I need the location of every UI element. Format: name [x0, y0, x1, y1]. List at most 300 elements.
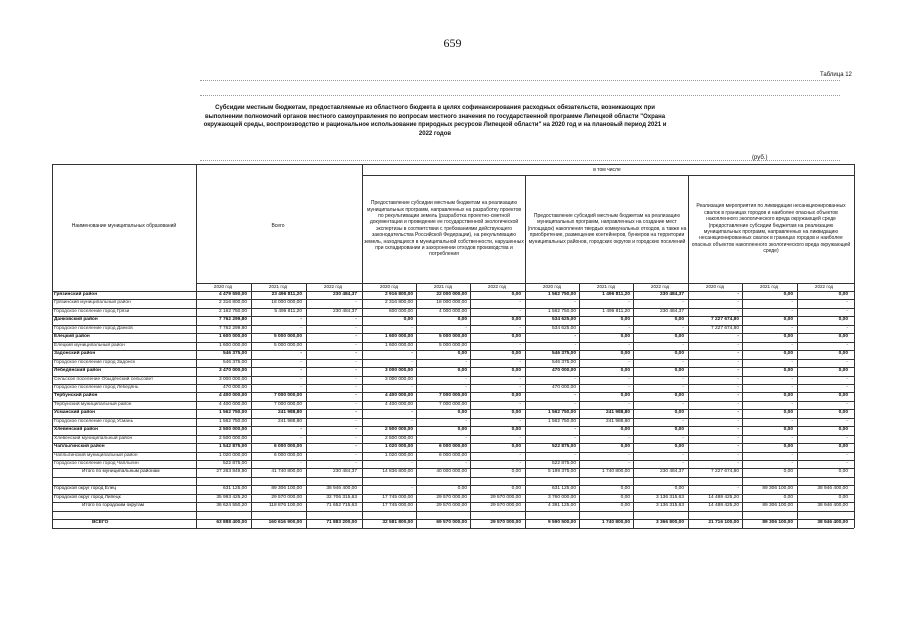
grid-line	[52, 164, 854, 165]
cell-value: 89 306 100,00	[271, 486, 302, 492]
cell-value: 2 500 000,00	[218, 435, 247, 441]
cell-value: -	[628, 435, 630, 441]
cell-value: 89 306 100,00	[762, 520, 793, 526]
dotted-guide	[200, 80, 840, 81]
cell-value: 0,00	[620, 503, 630, 509]
cell-value: -	[574, 401, 576, 407]
cell-value: -	[846, 325, 848, 331]
cell-value: -	[791, 376, 793, 382]
cell-value: 14 488 425,20	[708, 494, 739, 500]
header-in-that-number: в том числе	[593, 166, 621, 173]
cell-value: -	[846, 308, 848, 314]
cell-value: -	[355, 351, 357, 357]
cell-value: 6 000 000,00	[273, 444, 302, 450]
cell-value: 0,00	[511, 427, 521, 433]
cell-value: 29 570 000,00	[436, 503, 467, 509]
table-label: Таблица 12	[820, 72, 852, 78]
row-name: Итого по муниципальным районам	[82, 469, 160, 475]
cell-value: -	[519, 435, 521, 441]
cell-value: 2 500 000,00	[218, 427, 247, 433]
cell-value: 1 020 000,00	[384, 444, 413, 450]
cell-value: -	[682, 342, 684, 348]
cell-value: -	[300, 359, 302, 365]
cell-value: -	[465, 376, 467, 382]
cell-value: 0,00	[783, 469, 793, 475]
cell-value: -	[355, 452, 357, 458]
cell-value: 7 000 000,00	[273, 401, 302, 407]
cell-value: -	[300, 384, 302, 390]
cell-value: 69 570 000,00	[436, 520, 467, 526]
cell-value: 1 740 800,00	[601, 520, 630, 526]
cell-value: -	[791, 384, 793, 390]
cell-value: 0,00	[674, 427, 684, 433]
cell-value: -	[846, 401, 848, 407]
cell-value: 0,00	[674, 393, 684, 399]
cell-value: 470 000,00	[222, 384, 247, 390]
cell-value: 1 600 000,00	[218, 334, 247, 340]
cell-value: 0,00	[620, 368, 630, 374]
cell-value: 3 760 000,00	[547, 494, 576, 500]
cell-value: -	[411, 410, 413, 416]
cell-value: 631 125,00	[222, 486, 247, 492]
cell-value: 38 946 400,00	[817, 486, 848, 492]
cell-value: -	[737, 376, 739, 382]
cell-value: 7 227 674,80	[710, 325, 739, 331]
cell-value: 71 883 200,00	[326, 520, 357, 526]
cell-value: -	[411, 359, 413, 365]
cell-value: 1 496 811,20	[602, 308, 630, 314]
table-row	[52, 316, 854, 324]
cell-value: 0,00	[783, 317, 793, 323]
cell-value: -	[574, 435, 576, 441]
cell-value: 38 946 400,00	[817, 503, 848, 509]
year-header-cell: 2021 год	[596, 284, 616, 289]
cell-value: 27 263 849,80	[216, 469, 247, 475]
cell-value: -	[355, 317, 357, 323]
cell-value: 5 000 000,00	[273, 342, 302, 348]
row-name: Лебедянский район	[54, 368, 102, 374]
cell-value: 0,00	[674, 368, 684, 374]
row-name: Городское поселение город Задонск	[54, 359, 136, 365]
table-row	[52, 308, 854, 316]
cell-value: -	[846, 418, 848, 424]
cell-value: -	[791, 325, 793, 331]
cell-value: 522 875,00	[551, 444, 576, 450]
cell-value: -	[628, 384, 630, 390]
cell-value: 18 000 000,00	[436, 300, 467, 306]
cell-value: 230 484,37	[659, 469, 684, 475]
cell-value: 0,00	[783, 444, 793, 450]
table-row	[52, 376, 854, 384]
cell-value: -	[300, 376, 302, 382]
cell-value: -	[737, 401, 739, 407]
year-header-cell: 2022 год	[323, 284, 343, 289]
row-name: Городское поселение город Грязи	[54, 308, 130, 314]
cell-value: -	[628, 342, 630, 348]
cell-value: 89 306 100,00	[762, 486, 793, 492]
cell-value: -	[519, 418, 521, 424]
cell-value: -	[846, 359, 848, 365]
cell-value: 1 600 000,00	[218, 342, 247, 348]
cell-value: -	[519, 384, 521, 390]
cell-value: 7 000 000,00	[438, 401, 467, 407]
cell-value: 1 562 750,00	[218, 418, 247, 424]
cell-value: -	[846, 384, 848, 390]
cell-value: 0,00	[620, 427, 630, 433]
cell-value: -	[574, 300, 576, 306]
cell-value: 3 000 000,00	[384, 376, 413, 382]
cell-value: 0,00	[838, 292, 848, 297]
cell-value: -	[574, 334, 576, 340]
cell-value: 241 988,80	[277, 410, 302, 416]
cell-value: -	[682, 384, 684, 390]
cell-value: 522 875,00	[551, 461, 576, 466]
cell-value: -	[846, 435, 848, 441]
cell-value: 4 000 000,00	[438, 308, 467, 314]
cell-value: 230 484,37	[659, 292, 684, 297]
cell-value: 0,00	[674, 334, 684, 340]
grid-line	[854, 164, 855, 528]
table-row	[52, 519, 854, 527]
table-row	[52, 485, 854, 493]
cell-value: -	[737, 444, 739, 450]
cell-value: 2 500 000,00	[384, 427, 413, 433]
cell-value: -	[574, 376, 576, 382]
cell-value: 0,00	[783, 427, 793, 433]
cell-value: -	[737, 418, 739, 424]
cell-value: -	[355, 325, 357, 331]
cell-value: 0,00	[620, 444, 630, 450]
cell-value: -	[355, 461, 357, 466]
cell-value: -	[682, 376, 684, 382]
cell-value: -	[737, 292, 739, 297]
table-row	[52, 401, 854, 409]
cell-value: 600 000,00	[388, 308, 413, 314]
cell-value: -	[846, 452, 848, 458]
cell-value: 6 000 000,00	[273, 452, 302, 458]
year-header-cell: 2022 год	[814, 284, 834, 289]
cell-value: -	[519, 461, 521, 466]
cell-value: 41 740 800,00	[271, 469, 302, 475]
cell-value: 1 562 750,00	[547, 418, 576, 424]
year-header-cell: 2020 год	[213, 284, 233, 289]
table-row	[52, 325, 854, 333]
cell-value: 1 562 750,00	[218, 410, 247, 416]
cell-value: -	[355, 376, 357, 382]
cell-value: 17 745 000,00	[382, 494, 413, 500]
cell-value: 2 500 000,00	[384, 435, 413, 441]
cell-value: -	[791, 461, 793, 466]
cell-value: 3 136 315,63	[655, 503, 684, 509]
cell-value: 6 000 000,00	[438, 444, 467, 450]
cell-value: -	[465, 359, 467, 365]
cell-value: -	[300, 435, 302, 441]
cell-value: -	[465, 384, 467, 390]
cell-value: 0,00	[838, 427, 848, 433]
cell-value: -	[737, 300, 739, 306]
cell-value: 9 590 500,00	[547, 520, 576, 526]
cell-value: 14 488 425,20	[708, 503, 739, 509]
cell-value: 241 988,80	[277, 418, 302, 424]
table-row	[52, 409, 854, 417]
cell-value: 0,00	[457, 351, 467, 357]
cell-value: -	[519, 376, 521, 382]
cell-value: -	[737, 486, 739, 492]
cell-value: -	[465, 418, 467, 424]
cell-value: -	[465, 325, 467, 331]
cell-value: 0,00	[838, 494, 848, 500]
cell-value: 0,00	[838, 410, 848, 416]
cell-value: 71 652 715,63	[326, 503, 357, 509]
table-row	[52, 418, 854, 426]
year-header-cell: 2020 год	[705, 284, 725, 289]
cell-value: -	[682, 300, 684, 306]
cell-value: 23 496 811,20	[271, 292, 302, 297]
cell-value: 5 000 000,00	[438, 342, 467, 348]
cell-value: 3 136 315,63	[655, 494, 684, 500]
table-row	[52, 299, 854, 307]
cell-value: 1 600 000,00	[384, 334, 413, 340]
cell-value: 4 400 000,00	[384, 401, 413, 407]
cell-value: -	[846, 461, 848, 466]
cell-value: 14 836 800,00	[382, 469, 413, 475]
table-row	[52, 333, 854, 341]
cell-value: -	[411, 325, 413, 331]
row-name: Тербунский район	[54, 393, 98, 399]
cell-value: -	[519, 401, 521, 407]
cell-value: 241 988,80	[605, 410, 630, 416]
cell-value: 3 000 000,00	[218, 376, 247, 382]
cell-value: 1 562 750,00	[547, 410, 576, 416]
cell-value: -	[791, 418, 793, 424]
row-name: Данковский район	[54, 317, 98, 323]
unit-label: (руб.)	[752, 155, 768, 161]
cell-value: 17 745 000,00	[382, 503, 413, 509]
cell-value: 3 366 800,00	[655, 520, 684, 526]
cell-value: -	[628, 401, 630, 407]
table-row	[52, 359, 854, 367]
year-header-cell: 2021 год	[268, 284, 288, 289]
cell-value: 1 562 750,00	[547, 308, 576, 314]
table-row	[52, 426, 854, 434]
cell-value: 4 400 000,00	[218, 401, 247, 407]
row-name: Городской округ город Елец	[54, 486, 117, 492]
cell-value: 230 484,37	[659, 308, 684, 314]
cell-value: 21 716 100,00	[708, 520, 739, 526]
cell-value: 32 581 800,00	[382, 520, 413, 526]
cell-value: 0,00	[511, 393, 521, 399]
cell-value: 18 000 000,00	[271, 300, 302, 306]
year-header-cell: 2020 год	[379, 284, 399, 289]
cell-value: -	[737, 410, 739, 416]
cell-value: 32 706 315,63	[326, 494, 357, 500]
cell-value: -	[737, 351, 739, 357]
cell-value: 1 020 000,00	[218, 452, 247, 458]
cell-value: 2 162 750,00	[218, 308, 247, 314]
row-name: ВСЕГО	[92, 520, 109, 526]
cell-value: 0,00	[511, 351, 521, 357]
cell-value: -	[519, 359, 521, 365]
cell-value: 7 227 674,80	[710, 317, 739, 323]
cell-value: 4 391 125,00	[547, 503, 576, 509]
cell-value: 2 316 800,00	[218, 300, 247, 306]
cell-value: 0,00	[620, 494, 630, 500]
table-row	[52, 494, 854, 502]
cell-value: -	[300, 351, 302, 357]
cell-value: -	[300, 368, 302, 374]
cell-value: 3 000 000,00	[384, 368, 413, 374]
cell-value: -	[846, 376, 848, 382]
cell-value: -	[355, 444, 357, 450]
cell-value: 0,00	[620, 334, 630, 340]
cell-value: -	[574, 393, 576, 399]
cell-value: 241 988,80	[605, 418, 630, 424]
cell-value: 63 888 400,00	[216, 520, 247, 526]
cell-value: 0,00	[674, 444, 684, 450]
cell-value: 2 316 800,00	[384, 300, 413, 306]
cell-value: 29 570 000,00	[271, 494, 302, 500]
cell-value: 118 876 100,00	[269, 503, 302, 509]
row-name: Елецкий район	[54, 334, 90, 340]
table-title: Субсидии местным бюджетам, предоставляемые из областного бюджета в целях софинансирования расходных обязательств, возникающих при выполнении полномочий органов местного самоуправления по вопросам местного значения по государственной программе Липецкой области "Охрана окружающей среды, воспроизводство и рациональное использование природных ресурсов Липецкой области" на 2020 год и на плановый период 2021 и 2022 годов	[203, 105, 667, 137]
cell-value: -	[574, 342, 576, 348]
cell-value: 0,00	[783, 351, 793, 357]
row-name: Усманский район	[54, 410, 96, 416]
cell-value: -	[791, 452, 793, 458]
row-name: Задонский район	[54, 351, 96, 357]
cell-value: -	[355, 401, 357, 407]
table-row	[52, 291, 854, 299]
cell-value: -	[411, 418, 413, 424]
cell-value: 22 000 000,00	[436, 292, 467, 297]
row-name: Городское поселение город Данков	[54, 325, 133, 331]
cell-value: 0,00	[838, 393, 848, 399]
cell-value: -	[300, 325, 302, 331]
cell-value: -	[628, 461, 630, 466]
cell-value: 0,00	[403, 317, 413, 323]
cell-value: -	[519, 342, 521, 348]
table-row	[52, 342, 854, 350]
cell-value: 4 479 550,00	[218, 292, 247, 297]
cell-value: 631 125,00	[551, 486, 576, 492]
cell-value: -	[682, 418, 684, 424]
cell-value: 0,00	[838, 317, 848, 323]
cell-value: 5 000 000,00	[273, 334, 302, 340]
cell-value: 5 496 811,20	[274, 308, 302, 314]
cell-value: 1 562 750,00	[547, 292, 576, 297]
cell-value: -	[682, 452, 684, 458]
cell-value: -	[682, 401, 684, 407]
cell-value: 7 000 000,00	[273, 393, 302, 399]
cell-value: -	[465, 461, 467, 466]
cell-value: 546 375,00	[222, 351, 247, 357]
dotted-guide	[200, 95, 840, 96]
header-total-column: Всего	[271, 222, 285, 229]
cell-value: 4 400 000,00	[384, 393, 413, 399]
cell-value: -	[791, 308, 793, 314]
cell-value: 0,00	[783, 494, 793, 500]
cell-value: 522 875,00	[222, 461, 247, 466]
row-name: Хлевенский муниципальный район	[54, 435, 133, 441]
cell-value: -	[411, 486, 413, 492]
year-header-cell: 2021 год	[433, 284, 453, 289]
cell-value: 5 199 375,00	[547, 469, 576, 475]
dotted-guide	[200, 160, 840, 161]
row-name: Грязинский район	[54, 292, 98, 297]
grid-line	[52, 528, 854, 529]
table-row	[52, 468, 854, 476]
table-row	[52, 392, 854, 400]
cell-value: -	[791, 342, 793, 348]
cell-value: -	[519, 325, 521, 331]
cell-value: 0,00	[674, 351, 684, 357]
cell-value: -	[355, 342, 357, 348]
cell-value: -	[737, 427, 739, 433]
cell-value: 5 000 000,00	[438, 334, 467, 340]
cell-value: 534 625,00	[551, 317, 576, 323]
cell-value: 1 600 000,00	[384, 342, 413, 348]
cell-value: -	[628, 452, 630, 458]
cell-value: 0,00	[457, 317, 467, 323]
cell-value: -	[411, 461, 413, 466]
cell-value: -	[737, 334, 739, 340]
cell-value: 29 570 000,00	[490, 494, 521, 500]
cell-value: 35 993 425,20	[216, 494, 247, 500]
cell-value: 0,00	[838, 351, 848, 357]
table-row	[52, 502, 854, 510]
cell-value: -	[628, 300, 630, 306]
cell-value: -	[300, 317, 302, 323]
row-name: Елецкий муниципальный район	[54, 342, 125, 348]
header-group-waste-sites: Предоставление субсидий местным бюджетам на реализацию муниципальных программ, направленных на создание мест (площадок) накопления твердых коммунальных отходов, а также на приобретение, размещение контейнеров, бункеров на территории муниципальных районов, городских округов и городских поселений	[527, 212, 687, 245]
cell-value: 7 227 674,80	[710, 469, 739, 475]
cell-value: -	[355, 334, 357, 340]
cell-value: -	[682, 325, 684, 331]
cell-value: 0,00	[674, 486, 684, 492]
cell-value: 546 375,00	[222, 359, 247, 365]
year-header-cell: 2022 год	[487, 284, 507, 289]
cell-value: -	[574, 452, 576, 458]
cell-value: -	[682, 461, 684, 466]
table-row	[52, 384, 854, 392]
cell-value: 0,00	[511, 368, 521, 374]
cell-value: 7 762 299,80	[218, 317, 247, 323]
cell-value: 29 570 000,00	[490, 503, 521, 509]
cell-value: -	[628, 376, 630, 382]
cell-value: 0,00	[838, 444, 848, 450]
cell-value: 230 484,37	[332, 308, 357, 314]
cell-value: -	[737, 384, 739, 390]
cell-value: 0,00	[783, 334, 793, 340]
cell-value: -	[737, 368, 739, 374]
table-row	[52, 477, 854, 485]
header-group-recultivation: Предоставление субсидии местным бюджетам на реализацию муниципальных программ, направленных на разработку проектов по рекультивации земель (разработка проектно-сметной документации и проведение ее государственной экологической экспертизы в соответствии с требованиями действующего законодательства Российской Федерации), на рекультивацию земель, находящихся в муниципальной собственности, нарушенных при складировании и захоронении отходов производства и потребления	[364, 200, 524, 258]
row-name: Городское поселение город Лебедянь	[54, 384, 139, 390]
cell-value: -	[355, 384, 357, 390]
cell-value: -	[846, 300, 848, 306]
cell-value: 0,00	[620, 351, 630, 357]
cell-value: 40 000 000,00	[436, 469, 467, 475]
row-name: Грязинский муниципальный район	[54, 300, 131, 306]
cell-value: 0,00	[511, 469, 521, 475]
cell-value: -	[737, 359, 739, 365]
cell-value: 29 570 000,00	[490, 520, 521, 526]
cell-value: -	[355, 359, 357, 365]
cell-value: 546 375,00	[551, 359, 576, 365]
cell-value: 0,00	[457, 368, 467, 374]
cell-value: 7 000 000,00	[438, 393, 467, 399]
row-name: Итого по городским округам	[82, 503, 145, 509]
